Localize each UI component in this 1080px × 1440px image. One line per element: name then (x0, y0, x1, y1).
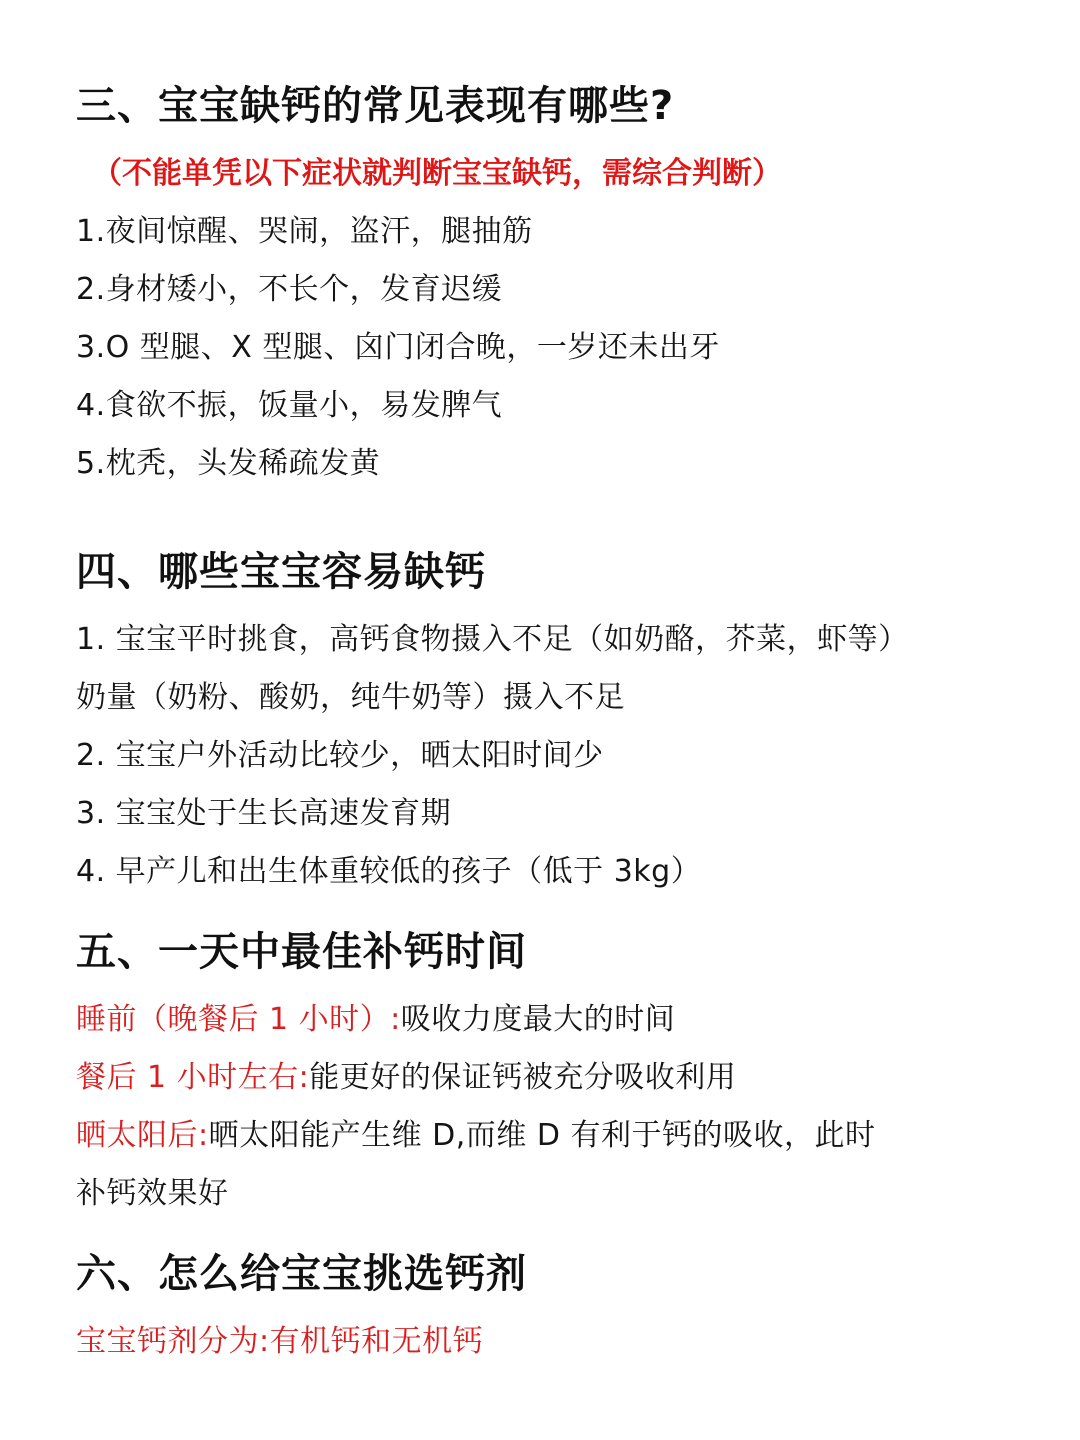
section4-title: 四、哪些宝宝容易缺钙 (76, 549, 486, 595)
section3-note: （不能单凭以下症状就判断宝宝缺钙，需综合判断） (92, 156, 782, 191)
section4-item-4: 4. 早产儿和出生体重较低的孩子（低于 3kg） (76, 854, 702, 889)
section5-title: 五、一天中最佳补钙时间 (76, 929, 527, 975)
section6-line (76, 1316, 483, 1360)
section5-row-1-text: 吸收力度最大的时间 (400, 1002, 676, 1037)
section6-title: 六、怎么给宝宝挑选钙剂 (76, 1251, 527, 1297)
section3-item-5: 5.枕秃，头发稀疏发黄 (76, 446, 381, 481)
section3-item-1: 1.夜间惊醒、哭闹，盗汗，腿抽筋 (76, 214, 533, 249)
section5-row-2-label: 餐后 1 小时左右: (76, 1060, 310, 1095)
section5-row-3-label: 晒太阳后: (76, 1118, 209, 1153)
section3-title: 三、宝宝缺钙的常见表现有哪些? (76, 83, 675, 129)
section6-line-label: 宝宝钙剂分为: (76, 1324, 270, 1359)
section3-item-2: 2.身材矮小，不长个，发育迟缓 (76, 272, 503, 307)
section5-row-3 (76, 1110, 875, 1154)
section4-item-1-continued: 奶量（奶粉、酸奶，纯牛奶等）摄入不足 (76, 680, 625, 715)
section5-row-3-continued: 补钙效果好 (76, 1176, 229, 1211)
section5-row-3-text: 晒太阳能产生维 D,而维 D 有利于钙的吸收，此时 (208, 1118, 876, 1153)
section4-item-1: 1. 宝宝平时挑食，高钙食物摄入不足（如奶酪，芥菜，虾等） (76, 622, 909, 657)
section3-item-4: 4.食欲不振，饭量小，易发脾气 (76, 388, 503, 423)
section5-row-1-label: 睡前（晚餐后 1 小时）: (76, 1002, 401, 1037)
section5-row-2-text: 能更好的保证钙被充分吸收利用 (309, 1060, 737, 1095)
section5-row-1 (76, 994, 675, 1038)
section5-row-2 (76, 1052, 736, 1096)
section4-item-2: 2. 宝宝户外活动比较少，晒太阳时间少 (76, 738, 604, 773)
section3-item-3: 3.O 型腿、X 型腿、囟门闭合晚，一岁还未出牙 (76, 330, 720, 365)
section6-line-text: 有机钙和无机钙 (269, 1324, 484, 1359)
section4-item-3: 3. 宝宝处于生长高速发育期 (76, 796, 452, 831)
